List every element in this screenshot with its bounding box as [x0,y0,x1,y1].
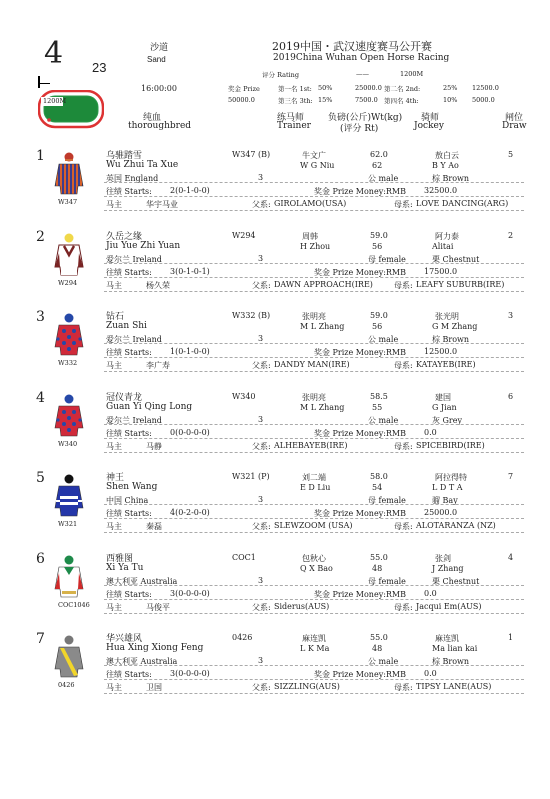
dam: LOVE DANCING(ARG) [416,199,509,208]
horse-country: 爱尔兰 Ireland [106,415,162,425]
weight: 55.0 [370,633,388,642]
jockey-cn: 麻连凯 [435,634,459,643]
prize-money: 32500.0 [424,186,458,195]
owner: 马静 [146,441,162,451]
sire: ALHEBAYEB(IRE) [274,440,348,450]
row-divider [104,438,524,439]
weight: 59.0 [370,230,388,240]
starts-record: 4(0-2-0-0) [170,508,210,517]
starts-record: 2(0-1-0-0) [170,186,210,195]
starts-label: 往绩 Starts: [106,348,152,357]
runner-entry [0,229,550,315]
trainer-en: Q X Bao [300,563,333,573]
jockey-en: J Zhang [432,563,464,573]
dam: LEAFY SUBURB(IRE) [416,279,505,289]
trainer-cn: 麻连凯 [302,634,326,643]
prize-money: 0.0 [424,427,437,437]
horse-color: 栗 Chestnut [432,254,480,264]
jockey-en: G Jian [432,402,457,412]
weight: 55.0 [370,552,388,562]
draw: 5 [508,150,514,159]
horse-name-cn: 久岳之缘 [106,231,143,242]
start-marker [40,83,50,84]
event-title-en: 2019China Wuhan Open Horse Racing [273,53,450,63]
horse-id: W347 (B) [232,150,271,159]
col-trainer-en: Trainer [277,121,311,131]
owner: 卫国 [146,683,162,692]
starts-record: 3(0-0-0-0) [170,669,210,678]
horse-sex: 公 male [368,174,399,183]
runner-number: 3 [36,309,45,325]
horse-name-en: Jiu Yue Zhi Yuan [106,240,181,251]
runner-code: COC1046 [58,600,90,609]
jockey-cn: 建国 [435,392,451,402]
row-divider [104,665,524,666]
p1-amt: 25000.0 [355,84,382,92]
horse-id: W340 [232,391,256,401]
row-divider [104,599,524,600]
p4-amt: 5000.0 [472,96,495,104]
row-divider [104,613,524,614]
rating: 62 [372,161,383,170]
horse-name-cn: 钻石 [106,312,125,322]
jockey-cn: 张光明 [435,312,459,321]
runner-number: 5 [36,470,45,486]
horse-name-cn: 西雅图 [106,553,134,564]
horse-name-en: Hua Xing Xiong Feng [106,643,204,653]
jockey-silks-icon [52,152,86,196]
jockey-silks-icon [52,233,86,277]
trainer-cn: 包秋心 [302,553,326,563]
runner-code: W347 [58,198,78,206]
weight: 62.0 [370,150,388,159]
jockey-silks-icon [52,394,86,438]
dam-label: 母系: [394,602,413,612]
rating: 48 [372,563,383,573]
jockey-cn: 阿力泰 [435,231,459,241]
horse-id: COC1 [232,552,256,562]
race-number: 4 [44,36,64,71]
owner-label: 马主 [106,522,122,531]
starts-label: 往绩 Starts: [106,670,152,679]
col-jockey-en: Jockey [414,121,444,131]
sire: DAWN APPROACH(IRE) [274,279,373,289]
horse-id: W294 [232,230,256,240]
jockey-cn: 阿拉得特 [435,473,467,482]
starts-label: 往绩 Starts: [106,187,152,196]
runner-number: 7 [36,631,45,647]
jockey-en: G M Zhang [432,322,478,331]
prize-money-label: 奖金 Prize Money:RMB [314,509,407,518]
horse-color: 棕 Brown [432,335,470,344]
horse-sex: 公 male [368,657,399,666]
owner-label: 马主 [106,200,122,209]
horse-id: W321 (P) [232,472,270,481]
dam: ALOTARANZA (NZ) [416,521,496,530]
horse-sex: 母 female [368,496,406,505]
starts-record: 3(0-1-0-1) [170,266,210,276]
horse-name-en: Zuan Shi [106,321,147,331]
runner-number: 6 [36,550,45,567]
owner: 李广寿 [146,361,170,370]
event-title-cn: 2019中国・武汉速度赛马公开赛 [272,40,432,53]
trainer-cn: 刘二端 [302,473,326,482]
col-rating: (评分 Rt) [340,124,379,134]
runner-code: 0426 [58,681,75,689]
row-divider [104,679,524,680]
weight: 59.0 [370,311,388,320]
p2-amt: 12500.0 [472,84,499,92]
col-trainer-cn: 练马师 [277,113,305,123]
dam-label: 母系: [394,683,413,692]
horse-name-en: Shen Wang [106,482,158,492]
horse-color: 栗 Chestnut [432,576,480,586]
jockey-en: Ma lian kai [432,644,478,653]
draw: 6 [508,391,514,401]
rating-label: 评分 Rating [262,71,300,79]
starts-record: 0(0-0-0-0) [170,427,210,437]
owner: 华宇马业 [146,200,178,209]
starts-record: 3(0-0-0-0) [170,588,210,598]
rating: 56 [372,322,383,331]
distance: 1200M [400,70,424,78]
runner-entry [0,551,550,637]
row-divider [104,291,524,292]
runner-number: 2 [36,228,45,245]
dam-label: 母系: [394,280,413,290]
weight: 58.5 [370,391,388,401]
owner-label: 马主 [106,361,122,370]
horse-name-en: Guan Yi Qing Long [106,401,193,412]
trainer-cn: 牛文广 [302,151,326,160]
horse-sex: 公 male [368,335,399,344]
p1-pct: 50% [318,84,333,92]
owner: 杨久荣 [146,280,170,290]
prize-money: 0.0 [424,669,437,678]
draw: 4 [508,552,514,562]
draw: 1 [508,633,514,642]
horse-id: W332 (B) [232,311,271,320]
runner-entry [0,309,550,395]
horse-name-cn: 冠仪青龙 [106,392,143,403]
row-divider [104,585,524,586]
horse-country: 英国 England [106,174,159,183]
p4-pct: 10% [443,96,458,104]
trainer-en: M L Zhang [300,402,345,412]
jockey-silks-icon [52,313,86,357]
horse-age: 3 [258,575,264,585]
prize-money-label: 奖金 Prize Money:RMB [314,589,407,599]
horse-sex: 公 male [368,415,399,425]
jockey-silks-icon [52,635,86,679]
horse-sex: 母 female [368,576,406,586]
dam-label: 母系: [394,522,413,531]
surface-cn: 沙道 [150,43,169,53]
row-divider [104,263,524,264]
p2-label: 第二名 2nd: [384,85,421,93]
runner-entry [0,631,550,717]
jockey-en: B Y Ao [432,161,459,170]
owner-label: 马主 [106,280,122,290]
row-divider [104,452,524,453]
p3-amt: 7500.0 [355,96,378,104]
sire-label: 父系: [252,522,271,531]
horse-name-en: Wu Zhui Ta Xue [106,160,179,170]
owner-label: 马主 [106,683,122,692]
jockey-cn: 敖白云 [435,151,459,160]
owner: 马俊平 [146,602,170,612]
track-distance-label: 1200M [43,97,67,105]
horse-name-cn: 乌骓踏雪 [106,151,143,161]
trainer-en: E D Liu [300,483,331,492]
runner-number: 4 [36,389,45,406]
dam: TIPSY LANE(AUS) [416,682,492,691]
track-map-icon [38,90,104,130]
starts-record: 1(0-1-0-0) [170,347,210,356]
row-divider [104,196,524,197]
draw: 3 [508,311,514,320]
prize-money: 12500.0 [424,347,458,356]
trainer-en: M L Zhang [300,322,345,331]
breed-en: thoroughbred [128,121,192,131]
rating: 48 [372,644,383,653]
prize-money-label: 奖金 Prize Money:RMB [314,187,407,196]
row-divider [104,532,524,533]
horse-age: 3 [258,173,264,182]
jockey-en: L D T A [432,483,463,492]
surface-en: Sand [147,55,166,64]
sire: SLEWZOOM (USA) [274,521,353,530]
prize-money-label: 奖金 Prize Money:RMB [314,348,407,357]
horse-name-cn: 华兴雄风 [106,634,143,644]
runner-code: W321 [58,520,78,528]
p4-label: 第四名 4th: [384,97,419,105]
rating: 55 [372,402,383,412]
sire-label: 父系: [252,602,271,612]
col-jockey-cn: 骑师 [421,113,440,123]
starts-label: 往绩 Starts: [106,267,152,277]
sire: Siderus(AUS) [274,601,330,611]
rating: 56 [372,241,383,251]
prize-money-label: 奖金 Prize Money:RMB [314,428,407,438]
p1-label: 第一名 1st: [278,85,312,93]
horse-color: 灰 Grey [432,415,463,425]
starts-label: 往绩 Starts: [106,428,152,438]
row-divider [104,357,524,358]
owner: 秦磊 [146,522,162,531]
rating: 54 [372,483,383,492]
runner-code: W340 [58,439,78,448]
trainer-en: L K Ma [300,644,330,653]
horse-country: 爱尔兰 Ireland [106,335,162,344]
starts-label: 往绩 Starts: [106,589,152,599]
jockey-silks-icon [52,555,86,599]
prize-label: 奖金 Prize [228,85,260,93]
col-draw-cn: 闸位 [505,113,524,123]
sire: GIROLAMO(USA) [274,199,347,208]
row-divider [104,424,524,425]
horse-age: 3 [258,656,264,665]
horse-name-en: Xi Ya Tu [106,562,144,573]
col-weight: 负磅(公斤)Wt(kg) [328,113,403,123]
row-divider [104,182,524,183]
row-divider [104,371,524,372]
p3-label: 第三名 3th: [278,97,313,105]
runner-code: W332 [58,359,78,367]
horse-country: 澳大利亚 Australia [106,657,178,666]
horse-sex: 母 female [368,254,406,264]
row-divider [104,343,524,344]
jockey-en: Alitai [432,241,454,251]
start-time: 16:00:00 [141,84,177,93]
runner-entry [0,470,550,556]
p2-pct: 25% [443,84,458,92]
row-divider [104,504,524,505]
horse-country: 爱尔兰 Ireland [106,254,162,264]
starts-label: 往绩 Starts: [106,509,152,518]
p3-pct: 15% [318,96,333,104]
jockey-cn: 张剑 [435,553,451,563]
horse-age: 3 [258,414,264,424]
trainer-cn: 张明亮 [302,312,326,321]
horse-age: 3 [258,253,264,263]
trainer-cn: 周韩 [302,231,318,241]
prize-money: 25000.0 [424,508,458,517]
draw: 7 [508,472,514,481]
horse-color: 棕 Brown [432,174,470,183]
horse-id: 0426 [232,633,253,642]
prize-money-label: 奖金 Prize Money:RMB [314,267,407,277]
breed-cn: 纯血 [143,113,162,123]
owner-label: 马主 [106,441,122,451]
dam: KATAYEB(IRE) [416,360,476,369]
row-divider [104,277,524,278]
jockey-silks-icon [52,474,86,518]
runner-number: 1 [36,148,45,164]
draw: 2 [508,230,514,240]
sire-label: 父系: [252,441,271,451]
owner-label: 马主 [106,602,122,612]
rating-value: —— [356,70,369,78]
dam-label: 母系: [394,441,413,451]
sire-label: 父系: [252,280,271,290]
start-post [38,76,40,88]
col-draw-en: Draw [502,121,527,131]
sire-label: 父系: [252,683,271,692]
dam-label: 母系: [394,200,413,209]
row-divider [104,518,524,519]
horse-name-cn: 神王 [106,473,125,483]
prize-money-label: 奖金 Prize Money:RMB [314,670,407,679]
horse-age: 3 [258,334,264,343]
runner-entry [0,390,550,476]
trainer-en: H Zhou [300,241,331,251]
sire: DANDY MAN(IRE) [274,360,350,369]
horse-color: 棕 Brown [432,657,470,666]
dam: SPICEBIRD(IRE) [416,440,485,450]
trainer-en: W G Niu [300,161,335,170]
runner-code: W294 [58,278,78,287]
horse-age: 3 [258,495,264,504]
row-divider [104,693,524,694]
race-sub-number: 23 [92,60,107,75]
horse-country: 澳大利亚 Australia [106,576,178,586]
weight: 58.0 [370,472,388,481]
sire-label: 父系: [252,200,271,209]
sire: SIZZLING(AUS) [274,682,340,691]
runner-entry [0,148,550,234]
horse-color: 骝 Bay [432,496,458,505]
prize-money: 17500.0 [424,266,458,276]
sire-label: 父系: [252,361,271,370]
trainer-cn: 张明亮 [302,392,326,402]
dam-label: 母系: [394,361,413,370]
row-divider [104,210,524,211]
dam: Jacqui Em(AUS) [416,601,482,611]
prize-total: 50000.0 [228,96,255,104]
prize-money: 0.0 [424,588,437,598]
horse-country: 中国 China [106,496,149,505]
